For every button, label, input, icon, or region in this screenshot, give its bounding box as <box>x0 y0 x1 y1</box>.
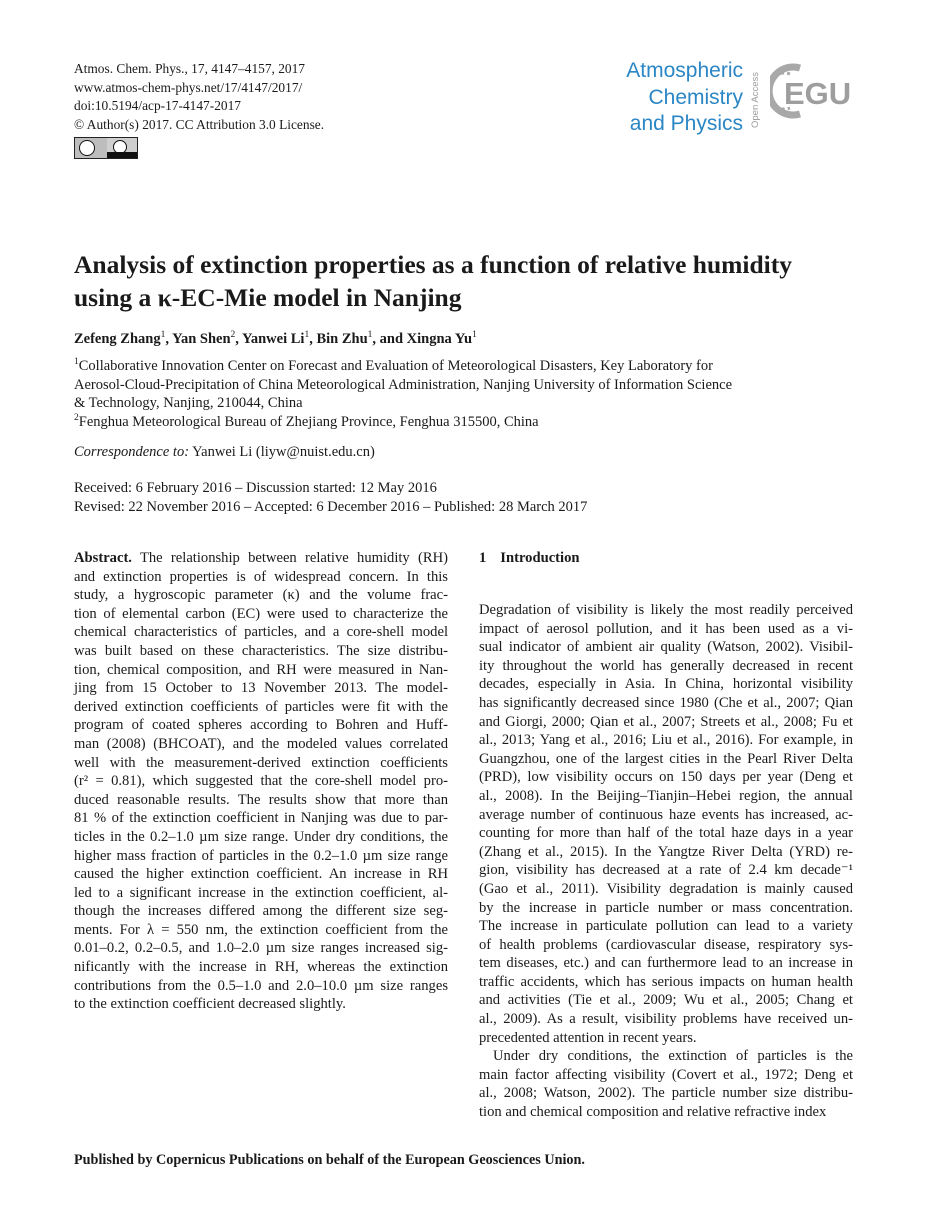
abstract-line: contributions from the 0.5–1.0 and 2.0–10.0 µm size ranges <box>74 977 448 994</box>
paragraph-line: sual indicator of ambient air quality (Watson, 2002). Visibil- <box>479 639 853 656</box>
paragraph-line: precedented attention in recent years. <box>479 1029 697 1046</box>
correspondence: Correspondence to: Yanwei Li (liyw@nuist.edu.cn) <box>74 444 375 460</box>
citation-header <box>74 60 324 134</box>
paragraph-line: tem diseases, etc.) and can furthermore lead to an increase in <box>479 955 853 972</box>
open-access-label <box>748 58 762 130</box>
egu-logo-icon <box>770 60 856 122</box>
abstract-line: tion, chemical composition, and RH were measured in Nan- <box>74 661 448 678</box>
introduction-text <box>479 601 853 1122</box>
journal-name: Atmospheric Chemistry and Physics <box>626 59 743 135</box>
paragraph-line: Under dry conditions, the extinction of particles is the <box>493 1048 853 1065</box>
abstract-line: Abstract. The relationship between relative humidity (RH) <box>74 550 448 566</box>
publisher-footer: Published by Copernicus Publications on behalf of the European Geosciences Union. <box>74 1152 585 1168</box>
abstract-line: 81 % of the extinction coefficient in Nanjing was due to par- <box>74 810 448 827</box>
paragraph-line: and activities (Tie et al., 2009; Wu et al., 2005; Chang et <box>479 992 853 1009</box>
paragraph-line: (Gao et al., 2011). Visibility degradation is mainly caused <box>479 880 853 897</box>
abstract-line: jing from 15 October to 13 November 2013. The model- <box>74 680 448 697</box>
abstract <box>74 549 448 1014</box>
paragraph-line: average number of continuous haze events has increased, ac- <box>479 806 853 823</box>
paper-title: Analysis of extinction properties as a function of relative humidity using a κ-EC-Mie model in Nanjing <box>74 250 793 312</box>
paragraph-line: (Zhang et al., 2015). In the Yangtze River Delta (YRD) re- <box>479 843 853 860</box>
paragraph-line: al., 2008; Watson, 2002). The particle number size distribu- <box>479 1085 853 1102</box>
abstract-line: though the increases differed among the different size seg- <box>74 903 448 920</box>
paragraph-line: al., 2008). In the Beijing–Tianjin–Hebei region, the annual <box>479 787 853 804</box>
abstract-line: 0.01–0.2, 0.2–0.5, and 1.0–2.0 µm size ranges increased sig- <box>74 940 448 957</box>
cc-by-license-icon[interactable] <box>74 137 138 159</box>
affiliations: $^1$Collaborative Innovation Center on Forecast and Evaluation of Meteorological Disasters, Key Laboratory for Aerosol-Cloud-Precipitation of China Meteorological Administration, Nanjing University of Information Science & Technology, Nanjing, 210044, China $^2$Fenghua Meteorological Bureau of Zhejiang Province, Fenghua 315500, China <box>74 357 733 430</box>
abstract-line: program of coated spheres according to Bohren and Huff- <box>74 717 448 734</box>
paragraph-line: by the increase in particle number or mass concentration. <box>479 899 853 916</box>
abstract-line: tion of elemental carbon (EC) were used to characterize the <box>74 605 448 622</box>
paragraph-line: al., 2013; Yang et al., 2016; Liu et al., 2016). For example, in <box>479 732 853 749</box>
section-heading: 1 Introduction <box>479 550 580 566</box>
author-name: Zefeng Zhang <box>74 331 161 347</box>
svg-text:EGU: EGU <box>784 76 852 111</box>
svg-text:Open Access: Open Access <box>750 72 761 128</box>
paragraph-line: main factor affecting visibility (Covert et al., 1972; Deng et <box>479 1066 853 1083</box>
abstract-line: caused the higher extinction coefficient. An increase in RH <box>74 866 448 883</box>
abstract-line: and extinction properties is of widespread concern. In this <box>74 568 448 585</box>
paragraph-line: (PRD), low visibility occurs on 150 days per year (Deng et <box>479 769 853 786</box>
paragraph-line: Guangzhou, one of the largest cities in the Pearl River Delta <box>479 750 853 767</box>
abstract-label: Abstract. <box>74 550 132 566</box>
paragraph-line: counting for more than half of the total haze days in a year <box>479 825 853 842</box>
paragraph-line: ity throughout the world has generally decreased in recent <box>479 657 853 674</box>
abstract-line: higher mass fraction of particles in the 0.2–1.0 µm size range <box>74 847 448 864</box>
abstract-line: derived extinction coefficients of particles were fit with the <box>74 698 448 715</box>
abstract-line: duced reasonable results. The results show that more than <box>74 791 448 808</box>
abstract-line: ticles in the 0.2–1.0 µm size range. Under dry conditions, the <box>74 828 448 845</box>
paragraph-line: and Giorgi, 2000; Qian et al., 2007; Streets et al., 2008; Fu et <box>479 713 853 730</box>
paragraph-line: has significantly decreased since 1980 (Che et al., 2007; Qian <box>479 694 853 711</box>
author-name: Yanwei Li <box>242 331 305 347</box>
paragraph-line: impact of aerosol pollution, and it has been used as a vi- <box>479 620 853 637</box>
abstract-line: chemical characteristics of particles, and a core-shell model <box>74 624 448 641</box>
journal-citation: Atmos. Chem. Phys., 17, 4147–4157, 2017 <box>74 61 306 76</box>
paragraph-line: decades, especially in Asia. In China, horizontal visibility <box>479 676 853 693</box>
author-name: Yan Shen <box>172 331 231 347</box>
paragraph-line: gion, visibility has decreased at a rate of 2.4 km decade⁻¹ <box>479 862 853 879</box>
abstract-line: man (2008) (BHCOAT), and the modeled values correlated <box>74 735 448 752</box>
article-doi[interactable]: doi:10.5194/acp-17-4147-2017 <box>74 98 241 114</box>
abstract-line: led to a significant increase in the extinction coefficient, al- <box>74 884 448 901</box>
abstract-line: (r² = 0.81), which suggested that the core-shell model pro- <box>74 773 448 790</box>
paragraph-line: The increase in particulate pollution can lead to a variety <box>479 918 853 935</box>
abstract-line: was built based on these characteristics. The size distribu- <box>74 642 448 659</box>
author-name: Bin Zhu <box>316 331 368 347</box>
abstract-line: nificantly with the increase in RH, whereas the extinction <box>74 959 448 976</box>
article-url[interactable]: www.atmos-chem-phys.net/17/4147/2017/ <box>74 79 303 95</box>
abstract-line: study, a hygroscopic parameter (κ) and the volume frac- <box>74 587 448 604</box>
paragraph-line: of health problems (cardiovascular disease, respiratory sys- <box>479 936 853 953</box>
paragraph-line: Degradation of visibility is likely the most readily perceived <box>479 602 853 618</box>
abstract-line: to the extinction coefficient decreased slightly. <box>74 996 346 1013</box>
paragraph-line: tion and chemical composition and relative refractive index <box>479 1104 827 1121</box>
author-list: Zefeng Zhang$^1$, Yan Shen$^2$, Yanwei Li$^1$, Bin Zhu$^1$, and Xingna Yu$^1$ <box>74 330 477 347</box>
publication-dates: Received: 6 February 2016 – Discussion started: 12 May 2016 Revised: 22 November 2016 – Accepted: 6 December 2016 – Published: 28 March 2017 <box>74 480 588 515</box>
abstract-line: ments. For λ = 550 nm, the extinction coefficient from the <box>74 921 448 938</box>
author-name: Xingna Yu <box>406 331 473 347</box>
abstract-line: well with the measurement-derived extinction coefficients <box>74 754 448 771</box>
license-text: © Author(s) 2017. CC Attribution 3.0 License. <box>74 116 325 132</box>
paragraph-line: al., 2009). As a result, visibility problems have received un- <box>479 1011 853 1028</box>
paragraph-line: traffic accidents, which has serious impacts on human health <box>479 973 853 990</box>
